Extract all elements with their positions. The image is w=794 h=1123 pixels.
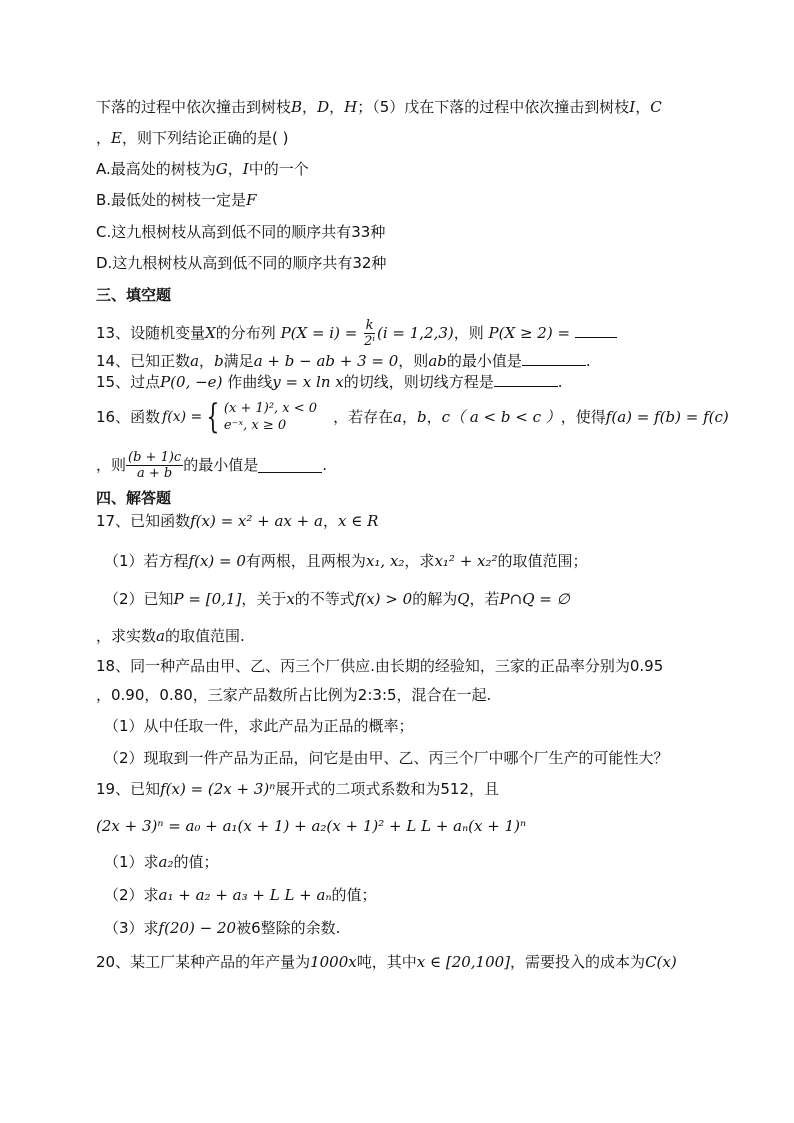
answer-blank bbox=[522, 351, 586, 366]
question-18-continued: ，0.90，0.80，三家产品数所占比例为2:3:5，混合在一起. bbox=[96, 686, 492, 704]
question-19-part-3: （3）求f(20) − 20被6整除的余数. bbox=[104, 919, 341, 937]
question-17: 17、已知函数f(x) = x² + ax + a，x ∈ R bbox=[96, 512, 379, 530]
question-16-continued: ，则 $\frac{(b + 1)c}{a + b}$ 的最小值是 . bbox=[96, 449, 327, 481]
section-heading-answer: 四、解答题 bbox=[96, 489, 172, 507]
question-12-continued-line-1: 下落的过程中依次撞击到树枝B，D，H；（5）戊在下落的过程中依次撞击到树枝I，C bbox=[96, 98, 662, 116]
answer-blank bbox=[258, 458, 322, 473]
question-18: 18、同一种产品由甲、乙、丙三个厂供应.由长期的经验知，三家的正品率分别为0.95 bbox=[96, 657, 664, 675]
question-17-part-2: （2）已知P = [0,1]，关于x的不等式f(x) > 0的解为Q，若P∩Q = ∅ bbox=[104, 590, 570, 608]
question-19: 19、已知f(x) = (2x + 3)ⁿ展开式的二项式系数和为512，且 bbox=[96, 780, 499, 798]
question-18-part-1: （1）从中任取一件，求此产品为正品的概率； bbox=[104, 717, 414, 735]
option-c: C.这九根树枝从高到低不同的顺序共有33种 bbox=[96, 223, 386, 241]
fraction-k-over-2i: $\frac{k}{\text{2ⁱ}}$ bbox=[364, 318, 375, 349]
question-13: 13、设随机变量X的分布列 P(X = i) = $\frac{k}{\text{2ⁱ}}$ (i = 1,2,3)，则 P(X ≥ 2) = bbox=[96, 318, 617, 348]
answer-blank bbox=[575, 323, 617, 338]
question-15: 15、过点P(0, −e) 作曲线y = x ln x的切线，则切线方程是 . bbox=[96, 373, 563, 391]
piecewise-function: { (x + 1)², x < 0 e⁻ˣ, x ≥ 0 bbox=[206, 397, 318, 437]
question-17-part-2-continued: ，求实数a的取值范围. bbox=[96, 627, 245, 645]
question-17-part-1: （1）若方程f(x) = 0有两根，且两根为x₁, x₂，求x₁² + x₂²的取值范围； bbox=[104, 552, 588, 570]
question-19-expansion: (2x + 3)ⁿ = a₀ + a₁(x + 1) + a₂(x + 1)² + L L + aₙ(x + 1)ⁿ bbox=[96, 817, 527, 835]
question-16: 16、函数 f(x) = { (x + 1)², x < 0 e⁻ˣ, x ≥ 0 ，若存在 a ， b ， c （ a < b < c ） ，使得 f(a) = f(b) = f(c) bbox=[96, 397, 729, 437]
option-a: A.最高处的树枝为G，I中的一个 bbox=[96, 160, 309, 178]
question-18-part-2: （2）现取到一件产品为正品，问它是由甲、乙、丙三个厂中哪个厂生产的可能性大？ bbox=[104, 749, 669, 767]
question-19-part-1: （1）求a₂的值； bbox=[104, 853, 219, 871]
option-b: B.最低处的树枝一定是F bbox=[96, 191, 257, 209]
question-20: 20、某工厂某种产品的年产量为1000x吨，其中x ∈ [20,100]，需要投入的成本为C(x) bbox=[96, 953, 677, 971]
section-heading-fill-in: 三、填空题 bbox=[96, 286, 172, 304]
question-14: 14、已知正数a，b满足a + b − ab + 3 = 0，则ab的最小值是 . bbox=[96, 352, 591, 370]
option-d: D.这九根树枝从高到低不同的顺序共有32种 bbox=[96, 254, 387, 272]
question-19-part-2: （2）求a₁ + a₂ + a₃ + L L + aₙ的值； bbox=[104, 886, 377, 904]
question-12-continued-line-2: ，E，则下列结论正确的是( ) bbox=[96, 129, 289, 147]
fraction-b1c-over-ab: $\frac{(b + 1)c}{a + b}$ bbox=[128, 449, 182, 481]
answer-blank bbox=[494, 372, 558, 387]
